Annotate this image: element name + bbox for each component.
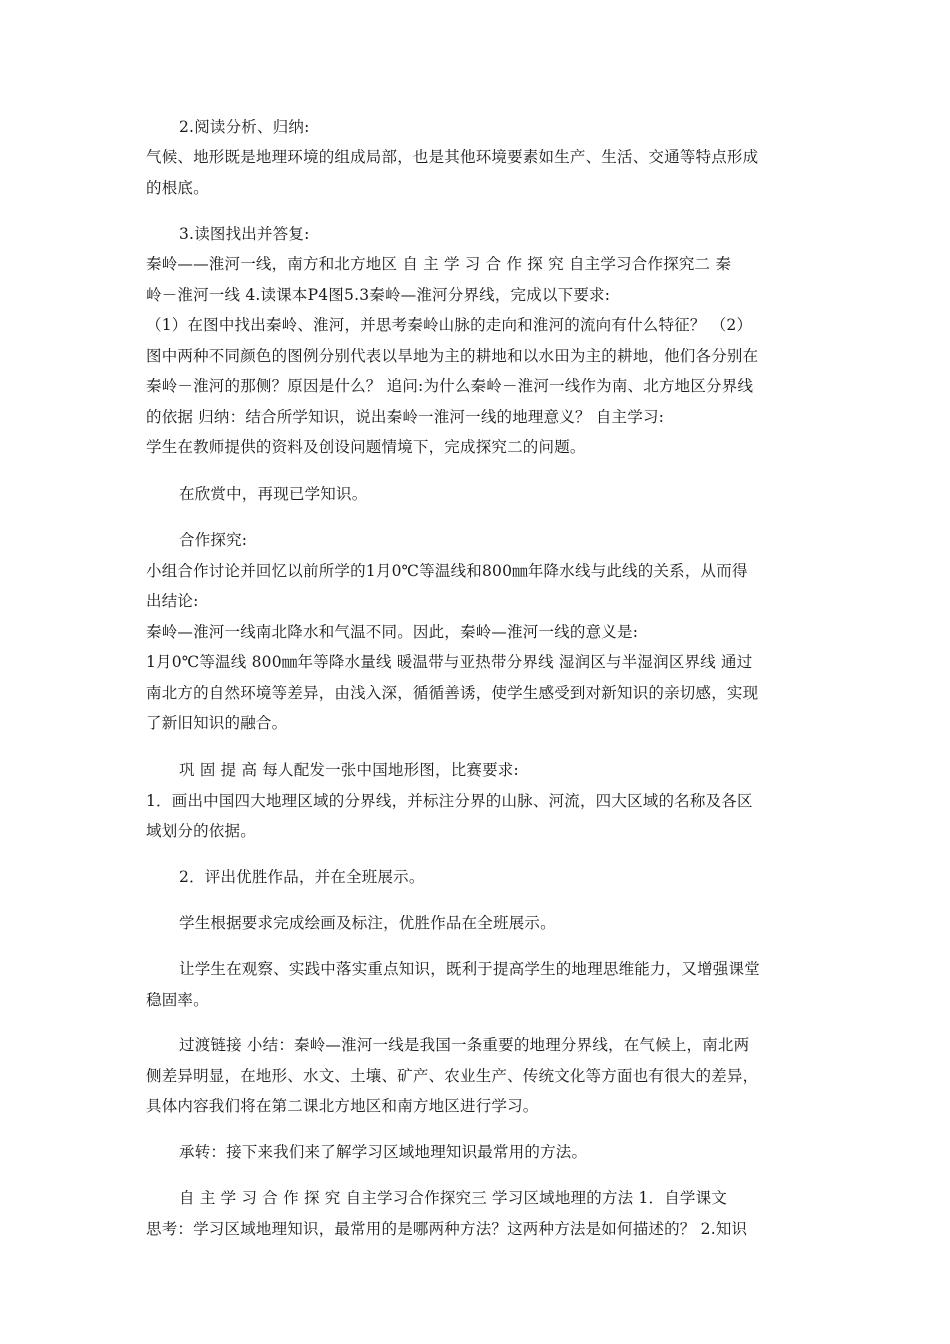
text-line: 巩 固 提 高 每人配发一张中国地形图，比赛要求:	[179, 761, 519, 779]
text-line: 侧差异明显，在地形、水文、土壤、矿产、农业生产、传统文化等方面也有很大的差异，	[146, 1066, 759, 1085]
text-line: 的根底。	[146, 178, 209, 197]
text-line: 岭－淮河一线 4.读课本P4图5.3秦岭—淮河分界线，完成以下要求:	[146, 285, 611, 304]
text-line: 2.阅读分析、归纳:	[179, 118, 310, 136]
text-line: 出结论:	[146, 592, 199, 610]
text-line: 秦岭－淮河的那侧？原因是什么？ 追问:为什么秦岭－淮河一线作为南、北方地区分界线	[146, 377, 754, 395]
text-line: 稳固率。	[146, 990, 209, 1009]
text-line: 气候、地形既是地理环境的组成局部，也是其他环境要素如生产、生活、交通等特点形成	[146, 148, 759, 166]
paragraph-continuation	[146, 1137, 810, 1168]
text-line: 1月0℃等温线 800㎜年等降水量线 暖温带与亚热带分界线 湿润区与半湿润区界线 通过	[146, 653, 753, 671]
text-line: 合作探究:	[179, 531, 248, 549]
text-line: 的依据 归纳：结合所学知识，说出秦岭一淮河一线的地理意义？ 自主学习:	[146, 407, 665, 426]
text-line: 过渡链接 小结：秦岭—淮河一线是我国一条重要的地理分界线，在气候上，南北两	[179, 1036, 750, 1054]
text-line: 秦岭——淮河一线，南方和北方地区 自 主 学 习 合 作 探 究 自主学习合作探究二 秦	[146, 255, 732, 273]
paragraph-inquiry-three	[146, 1183, 810, 1244]
text-line: 了新旧知识的融合。	[146, 714, 288, 732]
paragraph-transition-summary	[146, 1030, 810, 1122]
text-line: 自 主 学 习 合 作 探 究 自主学习合作探究三 学习区域地理的方法 1．自学课文	[179, 1189, 728, 1207]
text-line: 域划分的依据。	[146, 822, 256, 840]
text-line: 2．评出优胜作品，并在全班展示。	[179, 868, 425, 886]
paragraph-climate-terrain	[146, 142, 810, 203]
paragraph-read-map	[146, 219, 810, 250]
text-line: 1．画出中国四大地理区域的分界线，并标注分界的山脉、河流，四大区域的名称及各区	[146, 791, 753, 810]
paragraph-consolidation	[146, 755, 810, 847]
text-line: 承转：接下来我们来了解学习区域地理知识最常用的方法。	[179, 1143, 588, 1161]
paragraph-appreciation	[146, 479, 810, 510]
text-line: 具体内容我们将在第二课北方地区和南方地区进行学习。	[146, 1097, 539, 1115]
text-line: 学生在教师提供的资料及创设问题情境下，完成探究二的问题。	[146, 438, 586, 456]
paragraph-qinling-huaihe	[146, 249, 810, 463]
paragraph-student-drawing	[146, 908, 810, 939]
text-line: 南北方的自然环境等差异，由浅入深，循循善诱，使学生感受到对新知识的亲切感，实现	[146, 683, 759, 702]
text-line: 在欣赏中，再现已学知识。	[179, 485, 368, 503]
text-line: （1）在图中找出秦岭、淮河，并思考秦岭山脉的走向和淮河的流向有什么特征？ （2）	[146, 316, 753, 334]
paragraph-reading-analysis	[146, 112, 810, 143]
text-line: 让学生在观察、实践中落实重点知识，既利于提高学生的地理思维能力，又增强课堂	[179, 960, 760, 978]
text-line: 小组合作讨论并回忆以前所学的1月0℃等温线和800㎜年降水线与此线的关系，从而得	[146, 561, 748, 580]
text-line: 3.读图找出并答复:	[179, 225, 310, 243]
paragraph-cooperative-inquiry	[146, 525, 810, 739]
text-line: 秦岭—淮河一线南北降水和气温不同。因此，秦岭—淮河一线的意义是:	[146, 622, 639, 641]
text-line: 思考：学习区域地理知识，最常用的是哪两种方法？这两种方法是如何描述的？ 2.知识	[146, 1219, 748, 1238]
paragraph-select-works	[146, 862, 810, 893]
text-line: 学生根据要求完成绘画及标注，优胜作品在全班展示。	[179, 914, 556, 932]
paragraph-observe-practice	[146, 954, 810, 1015]
text-line: 图中两种不同颜色的图例分别代表以旱地为主的耕地和以水田为主的耕地，他们各分别在	[146, 346, 759, 365]
